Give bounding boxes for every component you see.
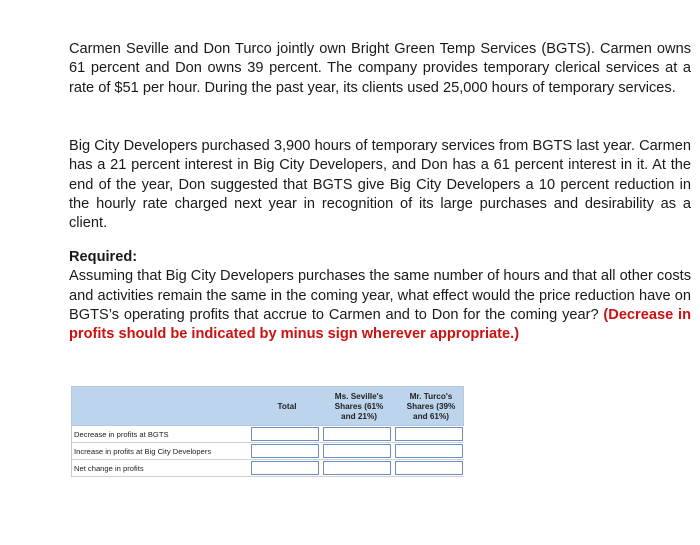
- net-change-turco-input[interactable]: [395, 461, 463, 475]
- table-left-border: [71, 426, 72, 477]
- table-header-row: [71, 386, 464, 426]
- row-label-increase-bcd: Increase in profits at Big City Developers: [74, 447, 212, 456]
- table-row: [71, 443, 464, 460]
- header-turco: [396, 387, 466, 427]
- paragraph-2: [69, 137, 691, 233]
- header-seville-line2: Shares (61%: [334, 402, 384, 411]
- header-turco-line3: and 61%): [413, 412, 449, 421]
- header-total-label: Total: [277, 402, 297, 411]
- required-section: [69, 248, 691, 344]
- net-change-seville-input[interactable]: [323, 461, 391, 475]
- required-heading: Required:: [69, 249, 138, 265]
- table-row: [71, 426, 464, 443]
- header-turco-line2: Shares (39%: [406, 402, 456, 411]
- header-seville-line3: and 21%): [341, 412, 377, 421]
- required-question: Assuming that Big City Developers purchases the same number of hours and that all other costs and activities remain the same in the coming year, what effect would the price reduction have on BGTS’s operating profits that accrue to Carmen and to Don for the coming year?: [69, 268, 691, 323]
- increase-bcd-total-input[interactable]: [251, 444, 319, 458]
- header-turco-line1: Mr. Turco's: [409, 392, 453, 401]
- decrease-bgts-turco-input[interactable]: [395, 427, 463, 441]
- increase-bcd-turco-input[interactable]: [395, 444, 463, 458]
- increase-bcd-seville-input[interactable]: [323, 444, 391, 458]
- row-label-decrease-bgts: Decrease in profits at BGTS: [74, 430, 169, 439]
- paragraph-1-text: Carmen Seville and Don Turco jointly own Bright Green Temp Services (BGTS). Carmen owns 61 percent and Don owns 39 percent. The company provides temporary clerical services at a rate of $51 per hour. During the past year, its clients used 25,000 hours of temporary services.: [69, 41, 691, 96]
- paragraph-1: [69, 40, 691, 98]
- required-note: (Decrease in profits should be indicated by minus sign wherever appropriate.): [69, 306, 691, 343]
- table-row: [71, 460, 464, 477]
- paragraph-2-text: Big City Developers purchased 3,900 hours of temporary services from BGTS last year. Carmen has a 21 percent interest in Big City Developers, and Don has a 61 percent interest in it. At the end of the year, Don suggested that BGTS give Big City Developers a 10 percent reduction in the hourly rate charged next year in recognition of its large purchases and desirability as a client.: [69, 138, 691, 232]
- header-seville-line1: Ms. Seville's: [334, 392, 384, 401]
- header-total: [252, 387, 322, 427]
- decrease-bgts-total-input[interactable]: [251, 427, 319, 441]
- net-change-total-input[interactable]: [251, 461, 319, 475]
- decrease-bgts-seville-input[interactable]: [323, 427, 391, 441]
- header-seville: [324, 387, 394, 427]
- answer-table: [71, 386, 464, 477]
- row-label-net-change: Net change in profits: [74, 464, 144, 473]
- required-text: [69, 267, 691, 344]
